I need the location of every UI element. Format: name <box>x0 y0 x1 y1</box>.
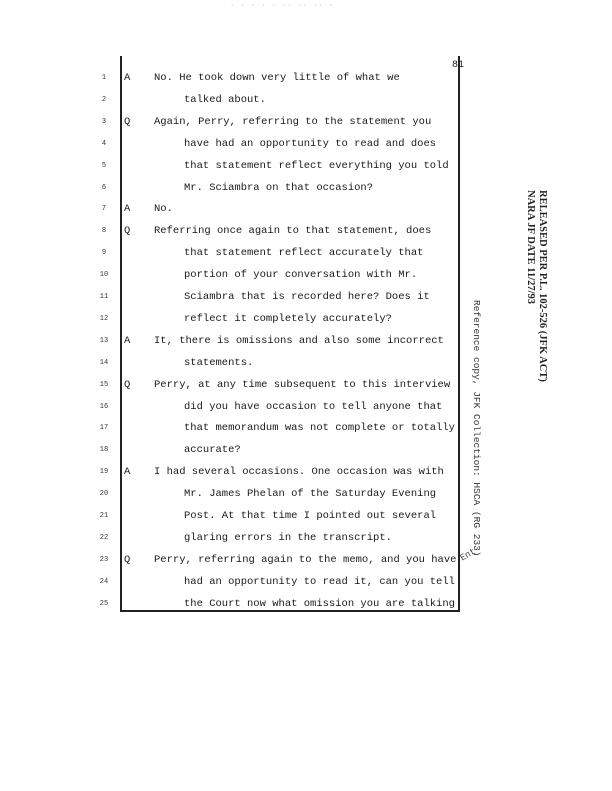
line-text: that statement reflect accurately that <box>184 247 424 260</box>
transcript-line <box>0 356 612 370</box>
transcript-line <box>0 71 612 85</box>
line-number: 24 <box>99 577 109 586</box>
transcript-line <box>0 334 612 348</box>
line-number: 9 <box>101 249 107 258</box>
transcript-line <box>0 400 612 414</box>
line-number: 22 <box>99 533 109 542</box>
line-text: No. <box>154 203 173 216</box>
line-text: Post. At that time I pointed out several <box>184 510 437 522</box>
line-number: 7 <box>101 205 107 214</box>
line-number: 25 <box>99 599 109 608</box>
transcript-line <box>0 575 612 589</box>
line-text: Perry, at any time subsequent to this interview <box>154 378 451 391</box>
line-text: No. He took down very little of what we <box>154 72 400 84</box>
speaker-label: A <box>124 72 131 84</box>
line-text: Referring once again to that statement, does <box>154 225 432 238</box>
line-text: talked about. <box>184 93 266 106</box>
line-number: 12 <box>99 314 109 323</box>
speaker-label: A <box>124 203 131 216</box>
line-number: 10 <box>99 271 109 280</box>
speaker-label: A <box>124 466 131 479</box>
speaker-label: Q <box>124 378 131 391</box>
line-number: 14 <box>99 358 109 367</box>
transcript-line <box>0 115 612 129</box>
line-number: 18 <box>99 446 109 455</box>
transcript-line <box>0 465 612 479</box>
line-text: I had several occasions. One occasion was with <box>154 466 444 479</box>
line-text: Perry, referring again to the memo, and you have <box>154 553 457 566</box>
transcript-line <box>0 443 612 457</box>
line-text: portion of your conversation with Mr. <box>184 269 418 282</box>
line-number: 21 <box>99 512 109 520</box>
line-text: statements. <box>184 356 254 369</box>
transcript-line <box>0 181 612 195</box>
transcript-line <box>0 137 612 151</box>
reference-copy-note: Reference copy, JFK Collection: HSCA (RG 233) <box>471 300 482 557</box>
line-text: It, there is omissions and also some incorrect <box>154 334 444 347</box>
speaker-label: Q <box>124 225 131 238</box>
line-text: had an opportunity to read it, can you tell <box>184 575 455 588</box>
top-scan-smudge: · · · · · ·· ·· ·· · <box>230 2 335 10</box>
line-text: glaring errors in the transcript. <box>184 531 392 544</box>
line-number: 19 <box>99 468 109 477</box>
line-text: Again, Perry, referring to the statement you <box>154 115 432 128</box>
line-number: 6 <box>101 183 107 192</box>
transcript-line <box>0 531 612 545</box>
transcript-line <box>0 290 612 304</box>
transcript-line <box>0 202 612 216</box>
speaker-label: A <box>124 334 131 347</box>
line-number: 16 <box>99 402 109 411</box>
line-number: 17 <box>99 424 109 433</box>
line-number: 13 <box>99 336 109 345</box>
margin-handwritten-mark: Ent <box>458 546 478 564</box>
line-text: reflect it completely accurately? <box>184 312 392 325</box>
line-number: 8 <box>101 227 107 236</box>
release-stamp-line-2: NARA JF DATE 11/27/93 <box>525 190 536 305</box>
line-number: 1 <box>101 74 107 82</box>
line-number: 5 <box>101 161 107 170</box>
line-text: Sciambra that is recorded here? Does it <box>184 291 430 303</box>
speaker-label: Q <box>124 553 131 566</box>
line-text: did you have occasion to tell anyone that <box>184 400 443 413</box>
line-number: 2 <box>101 95 107 104</box>
transcript-line <box>0 312 612 326</box>
line-number: 15 <box>99 380 109 389</box>
page-number: 81 <box>452 60 465 71</box>
line-text: Mr. Sciambra on that occasion? <box>184 181 374 194</box>
line-text: the Court now what omission you are talking <box>184 597 455 610</box>
transcript-line <box>0 597 612 611</box>
line-number: 11 <box>99 293 109 301</box>
transcript-line <box>0 268 612 282</box>
line-number: 20 <box>99 490 109 499</box>
transcript-line <box>0 553 612 567</box>
line-text: that memorandum was not complete or totally <box>184 422 455 435</box>
line-text: accurate? <box>184 444 241 457</box>
line-text: Mr. James Phelan of the Saturday Evening <box>184 488 437 501</box>
line-number: 23 <box>99 555 109 564</box>
transcript-line <box>0 246 612 260</box>
line-text: that statement reflect everything you told <box>184 159 449 172</box>
transcript-line <box>0 159 612 173</box>
speaker-label: Q <box>124 115 131 128</box>
transcript-line <box>0 509 612 523</box>
line-number: 4 <box>101 139 107 148</box>
transcript-line <box>0 224 612 238</box>
transcript-line <box>0 93 612 107</box>
line-number: 3 <box>101 117 107 126</box>
line-text: have had an opportunity to read and does <box>184 137 437 150</box>
release-stamp <box>524 190 548 382</box>
transcript-line <box>0 487 612 501</box>
release-stamp-line-1: RELEASED PER P.L. 102-526 (JFK ACT) <box>537 190 548 382</box>
transcript-line <box>0 421 612 435</box>
transcript-line <box>0 378 612 392</box>
